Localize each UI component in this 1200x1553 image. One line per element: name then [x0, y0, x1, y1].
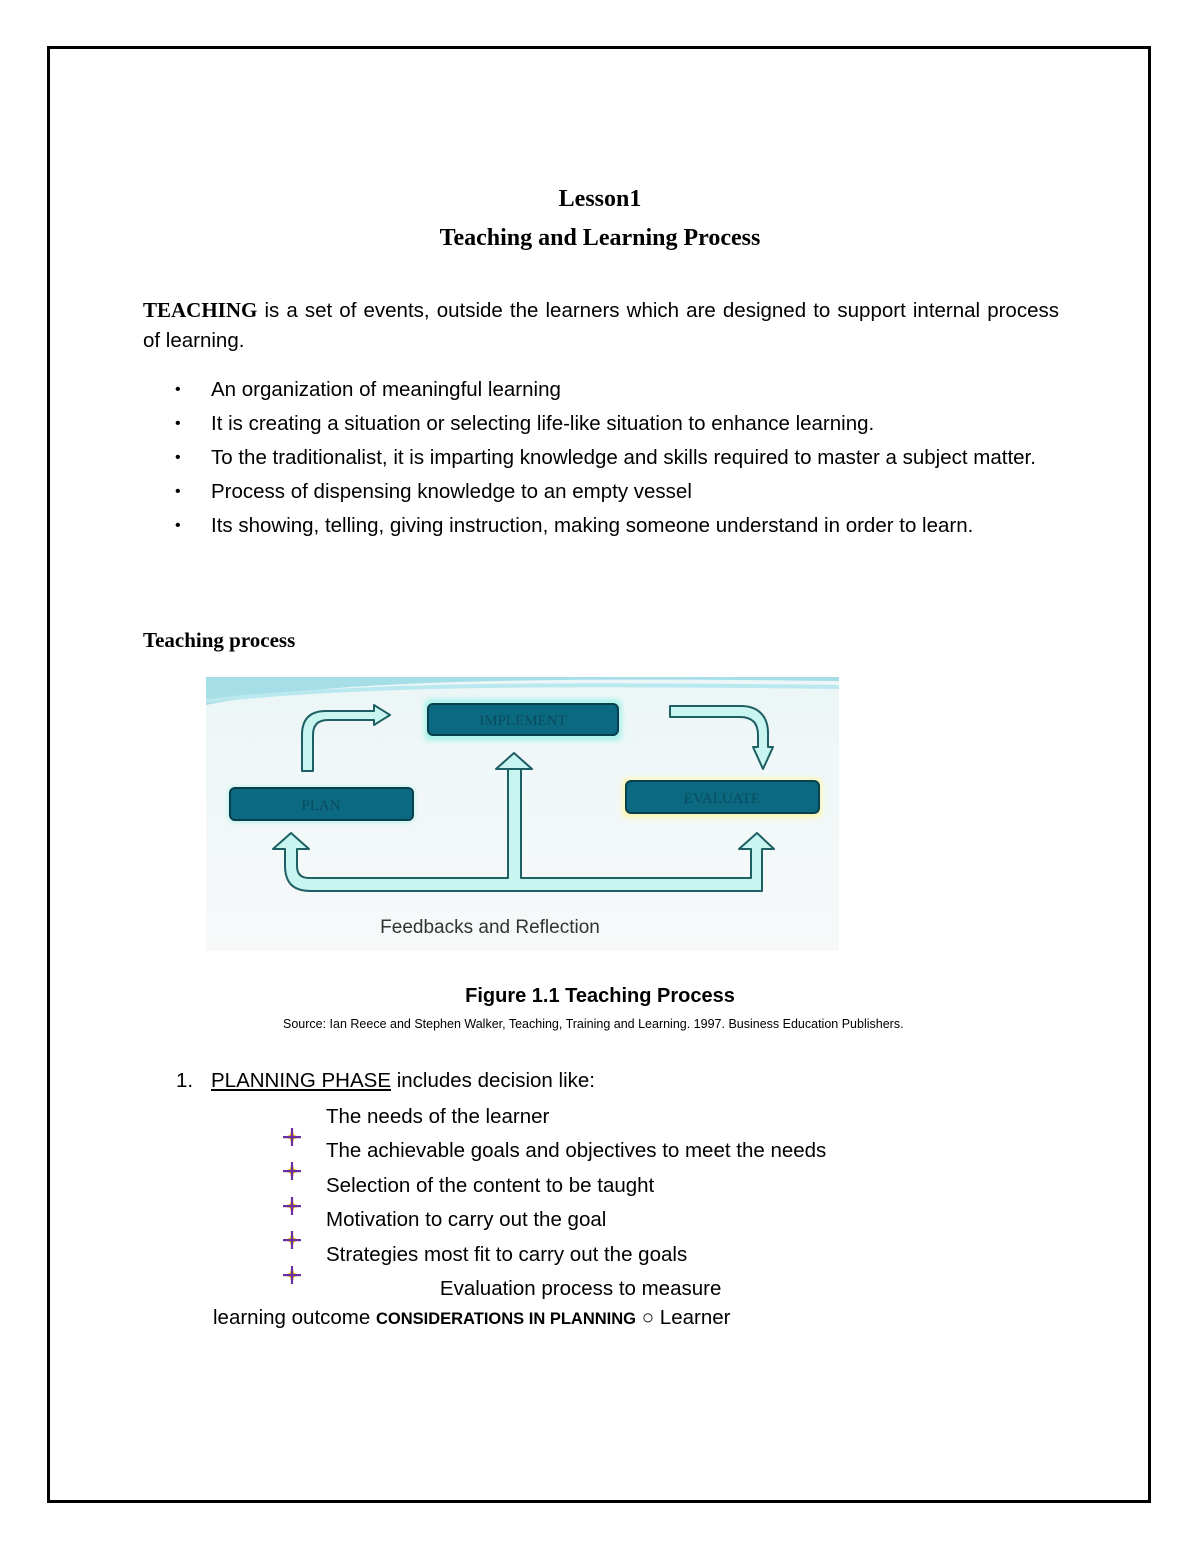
- bullet-icon: •: [175, 381, 181, 398]
- phase-number: 1.: [176, 1069, 194, 1092]
- considerations-label: CONSIDERATIONS IN PLANNING: [375, 1310, 637, 1328]
- cross-star-bullet-icon: [283, 1197, 301, 1215]
- definition-term: TEACHING: [143, 298, 258, 322]
- bullet-icon: •: [175, 483, 181, 500]
- figure-caption: Figure 1.1 Teaching Process: [465, 985, 735, 1007]
- bullet-icon: •: [175, 415, 181, 432]
- bullet-icon: •: [175, 517, 181, 534]
- cross-star-bullet-icon: [283, 1231, 301, 1249]
- section-heading: Teaching process: [143, 628, 296, 652]
- considerations-line: learning outcome CONSIDERATIONS IN PLANNING ○ Learner: [213, 1306, 731, 1329]
- list-item: • Its showing, telling, giving instruction, making someone understand in order to learn.: [170, 511, 1059, 540]
- teaching-definition: [143, 295, 1059, 356]
- teaching-process-diagram: [206, 677, 839, 951]
- lesson-title: Teaching and Learning Process: [439, 225, 761, 251]
- teaching-bullet-list: [170, 375, 1059, 545]
- diagram-caption: Feedbacks and Reflection: [380, 917, 600, 938]
- list-item: • An organization of meaningful learning: [170, 375, 1059, 404]
- cross-star-bullet-icon: [283, 1128, 301, 1146]
- list-item: • To the traditionalist, it is imparting knowledge and skills required to master a subject matter.: [170, 443, 1059, 472]
- implement-label: IMPLEMENT: [479, 713, 567, 729]
- cross-star-bullet-icon: [283, 1162, 301, 1180]
- planning-phase-heading: [176, 1069, 595, 1093]
- cross-star-bullet-icon: [283, 1266, 301, 1284]
- figure-source: Source: Ian Reece and Stephen Walker, Teaching, Training and Learning. 1997. Business Education Publishers.: [283, 1017, 904, 1031]
- phase-label: PLANNING PHASE: [211, 1069, 391, 1092]
- list-item: • It is creating a situation or selecting life-like situation to enhance learning.: [170, 409, 1059, 438]
- definition-text: is a set of events, outside the learners which are designed to support internal process of learning.: [143, 299, 1059, 352]
- bullet-icon: •: [175, 449, 181, 466]
- plan-label: PLAN: [301, 798, 341, 814]
- phase-description: includes decision like:: [391, 1069, 595, 1092]
- list-item: • Process of dispensing knowledge to an empty vessel: [170, 477, 1059, 506]
- lesson-label: Lesson1: [558, 186, 642, 212]
- evaluate-label: EVALUATE: [683, 791, 761, 807]
